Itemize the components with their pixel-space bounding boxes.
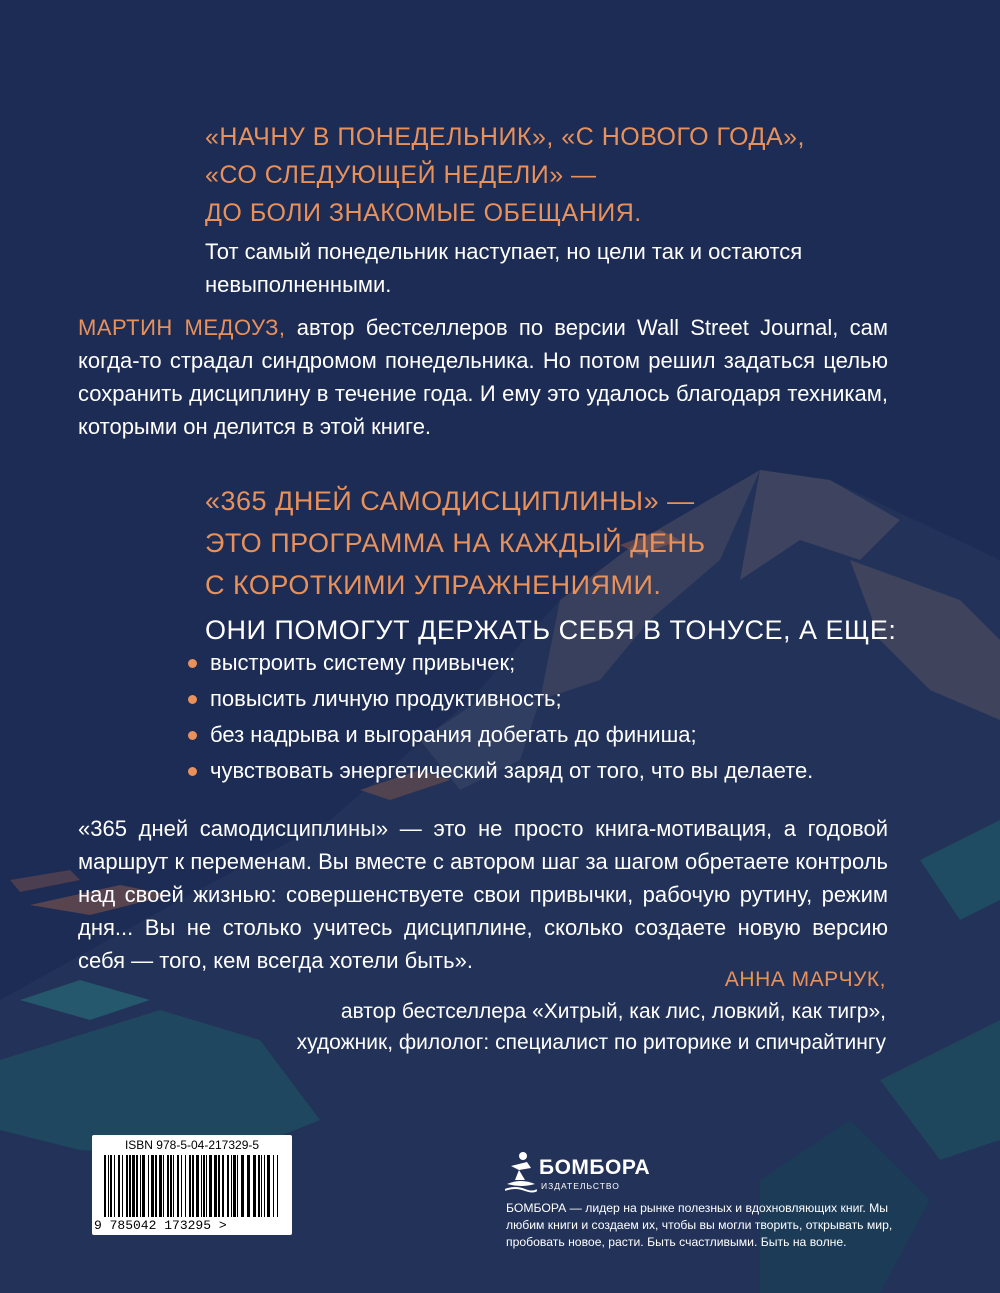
barcode-number: 9 785042 173295 > — [94, 1218, 227, 1233]
barcode — [92, 1135, 292, 1235]
list-item — [186, 681, 906, 717]
publisher-description: БОМБОРА — лидер на рынке полезных и вдохновляющих книг. Мы любим книги и создаем их, чтобы вы могли творить, открывать мир, пробовать новое, расти. Быть счастливыми. Быть на волне. — [506, 1201, 893, 1249]
review-author-desc-1: автор бестселлера «Хитрый, как лис, ловкий, как тигр», — [340, 1000, 886, 1023]
program-line-2: ЭТО ПРОГРАММА НА КАЖДЫЙ ДЕНЬ — [205, 528, 706, 558]
benefits-list — [186, 645, 906, 789]
review-author-name: АННА МАРЧУК, — [724, 968, 886, 991]
surfer-icon — [505, 1150, 537, 1194]
publisher-logo — [505, 1150, 655, 1196]
bullet-dot-icon — [188, 731, 197, 740]
list-item — [186, 645, 906, 681]
list-item-text: без надрыва и выгорания добегать до финиша; — [210, 722, 697, 747]
intro-paragraph — [78, 311, 888, 443]
review-attribution — [78, 964, 886, 1058]
list-item-text: повысить личную продуктивность; — [210, 686, 562, 711]
hook-line-3: ДО БОЛИ ЗНАКОМЫЕ ОБЕЩАНИЯ. — [205, 199, 642, 227]
list-item — [186, 753, 906, 789]
intro-author-name: МАРТИН МЕДОУЗ, — [78, 315, 286, 340]
review-quote: «365 дней самодисциплины» — это не просто книга-мотивация, а годовой маршрут к переменам. Вы вместе с автором шаг за шагом обретаете контроль над своей жизнью: совершенствуете свои привычки, рабочую рутину, режим дня... Вы не столько учитесь дисциплине, сколько создаете новую версию себя — того, кем всегда хотели быть». — [78, 816, 888, 973]
bullet-dot-icon — [188, 695, 197, 704]
barcode-bars — [104, 1155, 280, 1217]
list-item-text: выстроить систему привычек; — [210, 650, 516, 675]
hook-line-2: «СО СЛЕДУЮЩЕЙ НЕДЕЛИ» — — [205, 161, 597, 189]
intro-text: автор бестселлеров по версии Wall Street Journal, сам когда-то страдал синдромом понедельника. Но потом решил задаться целью сохранить дисциплину в течение года. И ему это удалось благодаря техникам, которыми он делится в этой книге. — [78, 315, 888, 439]
review-author-desc-2: художник, филолог: специалист по риторике и спичрайтингу — [296, 1031, 886, 1054]
program-block — [205, 480, 935, 650]
bullet-dot-icon — [188, 659, 197, 668]
program-subhead: ОНИ ПОМОГУТ ДЕРЖАТЬ СЕБЯ В ТОНУСЕ, А ЕЩЕ: — [205, 615, 897, 645]
isbn-label: ISBN 978-5-04-217329-5 — [124, 1138, 260, 1152]
program-line-1: «365 ДНЕЙ САМОДИСЦИПЛИНЫ» — — [205, 486, 695, 516]
list-item-text: чувствовать энергетический заряд от того, что вы делаете. — [210, 758, 814, 783]
list-item — [186, 717, 906, 753]
hook-block — [205, 118, 905, 301]
hook-line-1: «НАЧНУ В ПОНЕДЕЛЬНИК», «С НОВОГО ГОДА», — [205, 123, 805, 151]
hook-text: Тот самый понедельник наступает, но цели так и остаются невыполненными. — [205, 239, 803, 297]
publisher-name: БОМБОРА — [539, 1156, 651, 1179]
publisher-subtitle: ИЗДАТЕЛЬСТВО — [541, 1181, 620, 1191]
bullet-dot-icon — [188, 767, 197, 776]
program-line-3: С КОРОТКИМИ УПРАЖНЕНИЯМИ. — [205, 570, 662, 600]
